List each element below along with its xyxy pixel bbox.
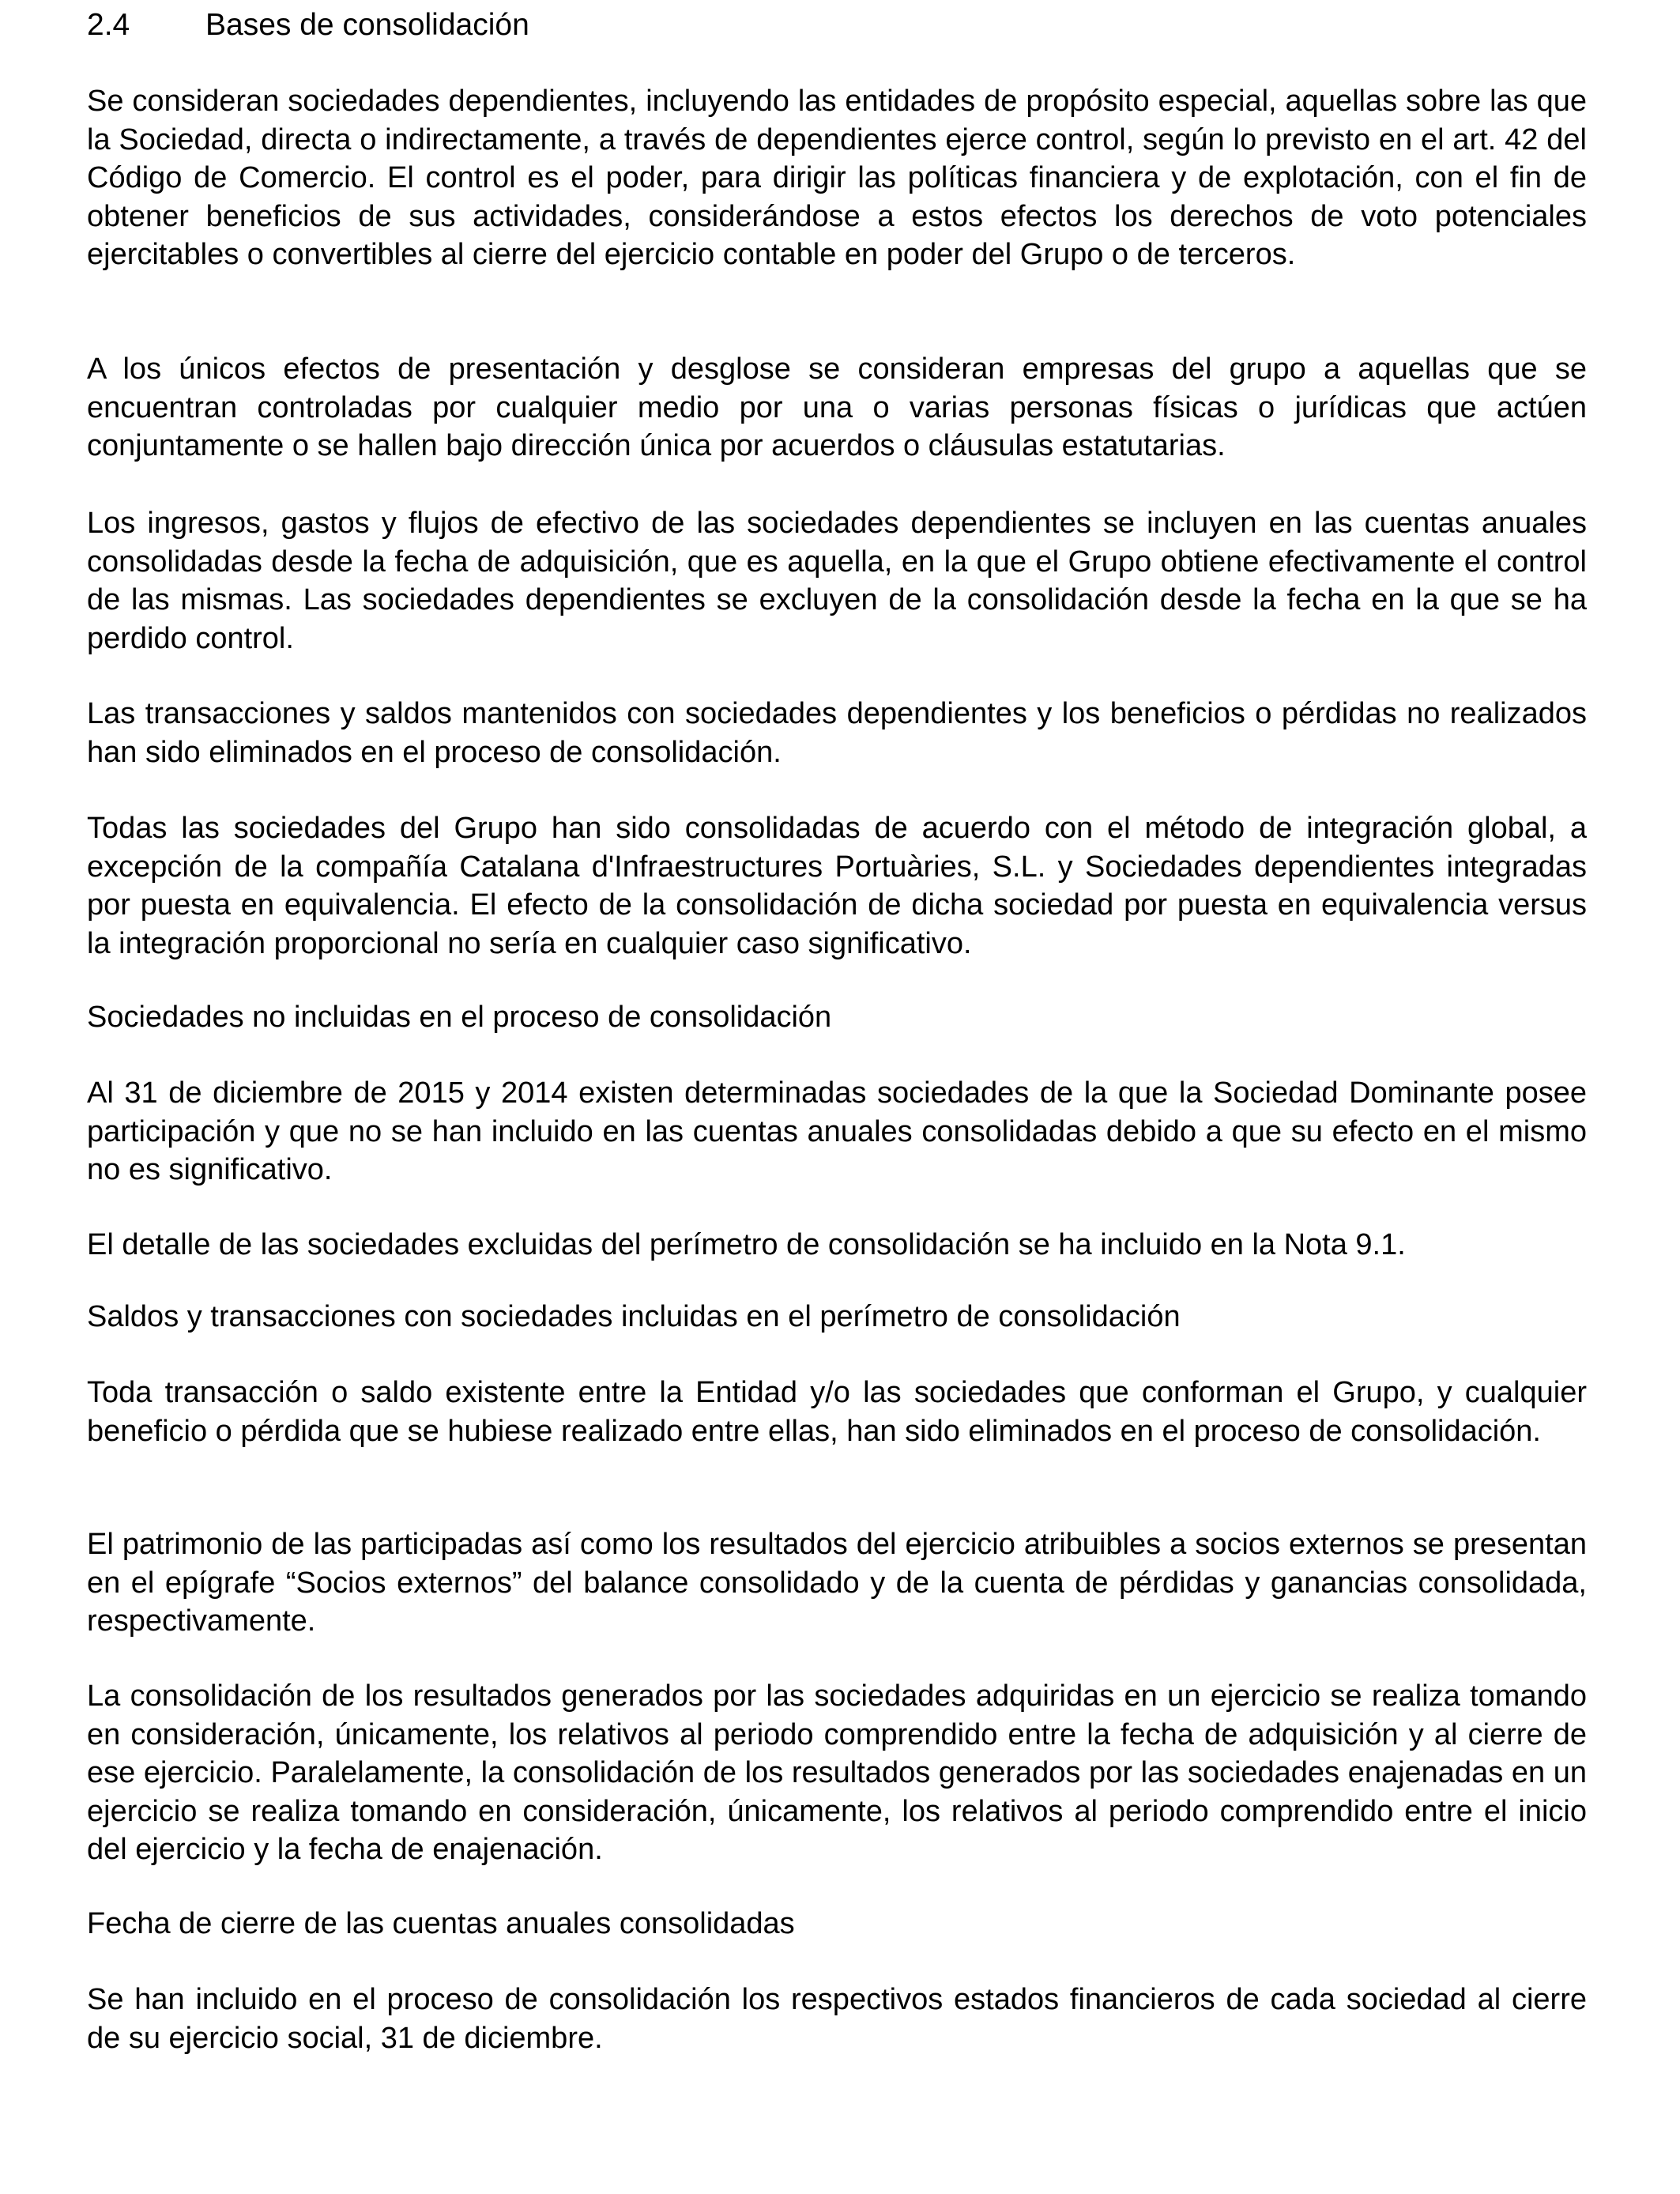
paragraph-not-included: Al 31 de diciembre de 2015 y 2014 existen determinadas sociedades de la que la Sociedad Dominante posee participación y que no se han incluido en las cuentas anuales consolidadas debido a que su efecto en el mismo no es significativo. <box>87 1076 1587 1186</box>
subheading-closing-date: Fecha de cierre de las cuentas anuales consolidadas <box>87 1907 795 1940</box>
section-heading <box>87 6 529 44</box>
paragraph-group-companies: A los únicos efectos de presentación y desglose se consideran empresas del grupo a aquellas que se encuentran controladas por cualquier medio por una o varias personas físicas o jurídicas que actúen conjuntamente o se hallen bajo dirección única por acuerdos o cláusulas estatutarias. <box>87 352 1587 462</box>
paragraph-dependent-companies: Se consideran sociedades dependientes, incluyendo las entidades de propósito especial, aquellas sobre las que la Sociedad, directa o indirectamente, a través de dependientes ejerce control, según lo previsto en el art. 42 del Código de Comercio. El control es el poder, para dirigir las políticas financiera y de explotación, con el fin de obtener beneficios de sus actividades, considerándose a estos efectos los derechos de voto potenciales ejercitables o convertibles al cierre del ejercicio contable en poder del Grupo o de terceros. <box>87 85 1587 271</box>
paragraph-transactions-eliminated: Las transacciones y saldos mantenidos con sociedades dependientes y los beneficios o pérdidas no realizados han sido eliminados en el proceso de consolidación. <box>87 697 1587 769</box>
paragraph-balances-eliminated: Toda transacción o saldo existente entre la Entidad y/o las sociedades que conforman el Grupo, y cualquier beneficio o pérdida que se hubiese realizado entre ellas, han sido eliminados en el proceso de consolidación. <box>87 1376 1587 1448</box>
subheading-balances-transactions: Saldos y transacciones con sociedades incluidas en el perímetro de consolidación <box>87 1300 1181 1333</box>
paragraph-income-expenses: Los ingresos, gastos y flujos de efectivo de las sociedades dependientes se incluyen en las cuentas anuales consolidadas desde la fecha de adquisición, que es aquella, en la que el Grupo obtiene efectivamente el control de las mismas. Las sociedades dependientes se excluyen de la consolidación desde la fecha en la que se ha perdido control. <box>87 507 1587 655</box>
paragraph-external-partners: El patrimonio de las participadas así como los resultados del ejercicio atribuibles a socios externos se presentan en el epígrafe “Socios externos” del balance consolidado y de la cuenta de pérdidas y ganancias consolidada, respectivamente. <box>87 1528 1587 1638</box>
paragraph-integration-method: Todas las sociedades del Grupo han sido consolidadas de acuerdo con el método de integración global, a excepción de la compañía Catalana d'Infraestructures Portuàries, S.L. y Sociedades dependientes integradas por puesta en equivalencia. El efecto de la consolidación de dicha sociedad por puesta en equivalencia versus la integración proporcional no sería en cualquier caso significativo. <box>87 812 1587 960</box>
section-title: Bases de consolidación <box>205 8 529 42</box>
subheading-not-included: Sociedades no incluidas en el proceso de consolidación <box>87 1001 832 1034</box>
section-number: 2.4 <box>87 8 130 42</box>
paragraph-closing-date: Se han incluido en el proceso de consolidación los respectivos estados financieros de cada sociedad al cierre de su ejercicio social, 31 de diciembre. <box>87 1983 1587 2055</box>
paragraph-results-consolidation: La consolidación de los resultados generados por las sociedades adquiridas en un ejercicio se realiza tomando en consideración, únicamente, los relativos al periodo comprendido entre la fecha de adquisición y al cierre de ese ejercicio. Paralelamente, la consolidación de los resultados generados por las sociedades enajenadas en un ejercicio se realiza tomando en consideración, únicamente, los relativos al periodo comprendido entre el inicio del ejercicio y la fecha de enajenación. <box>87 1679 1587 1866</box>
paragraph-note-reference: El detalle de las sociedades excluidas del perímetro de consolidación se ha incluido en la Nota 9.1. <box>87 1228 1406 1261</box>
